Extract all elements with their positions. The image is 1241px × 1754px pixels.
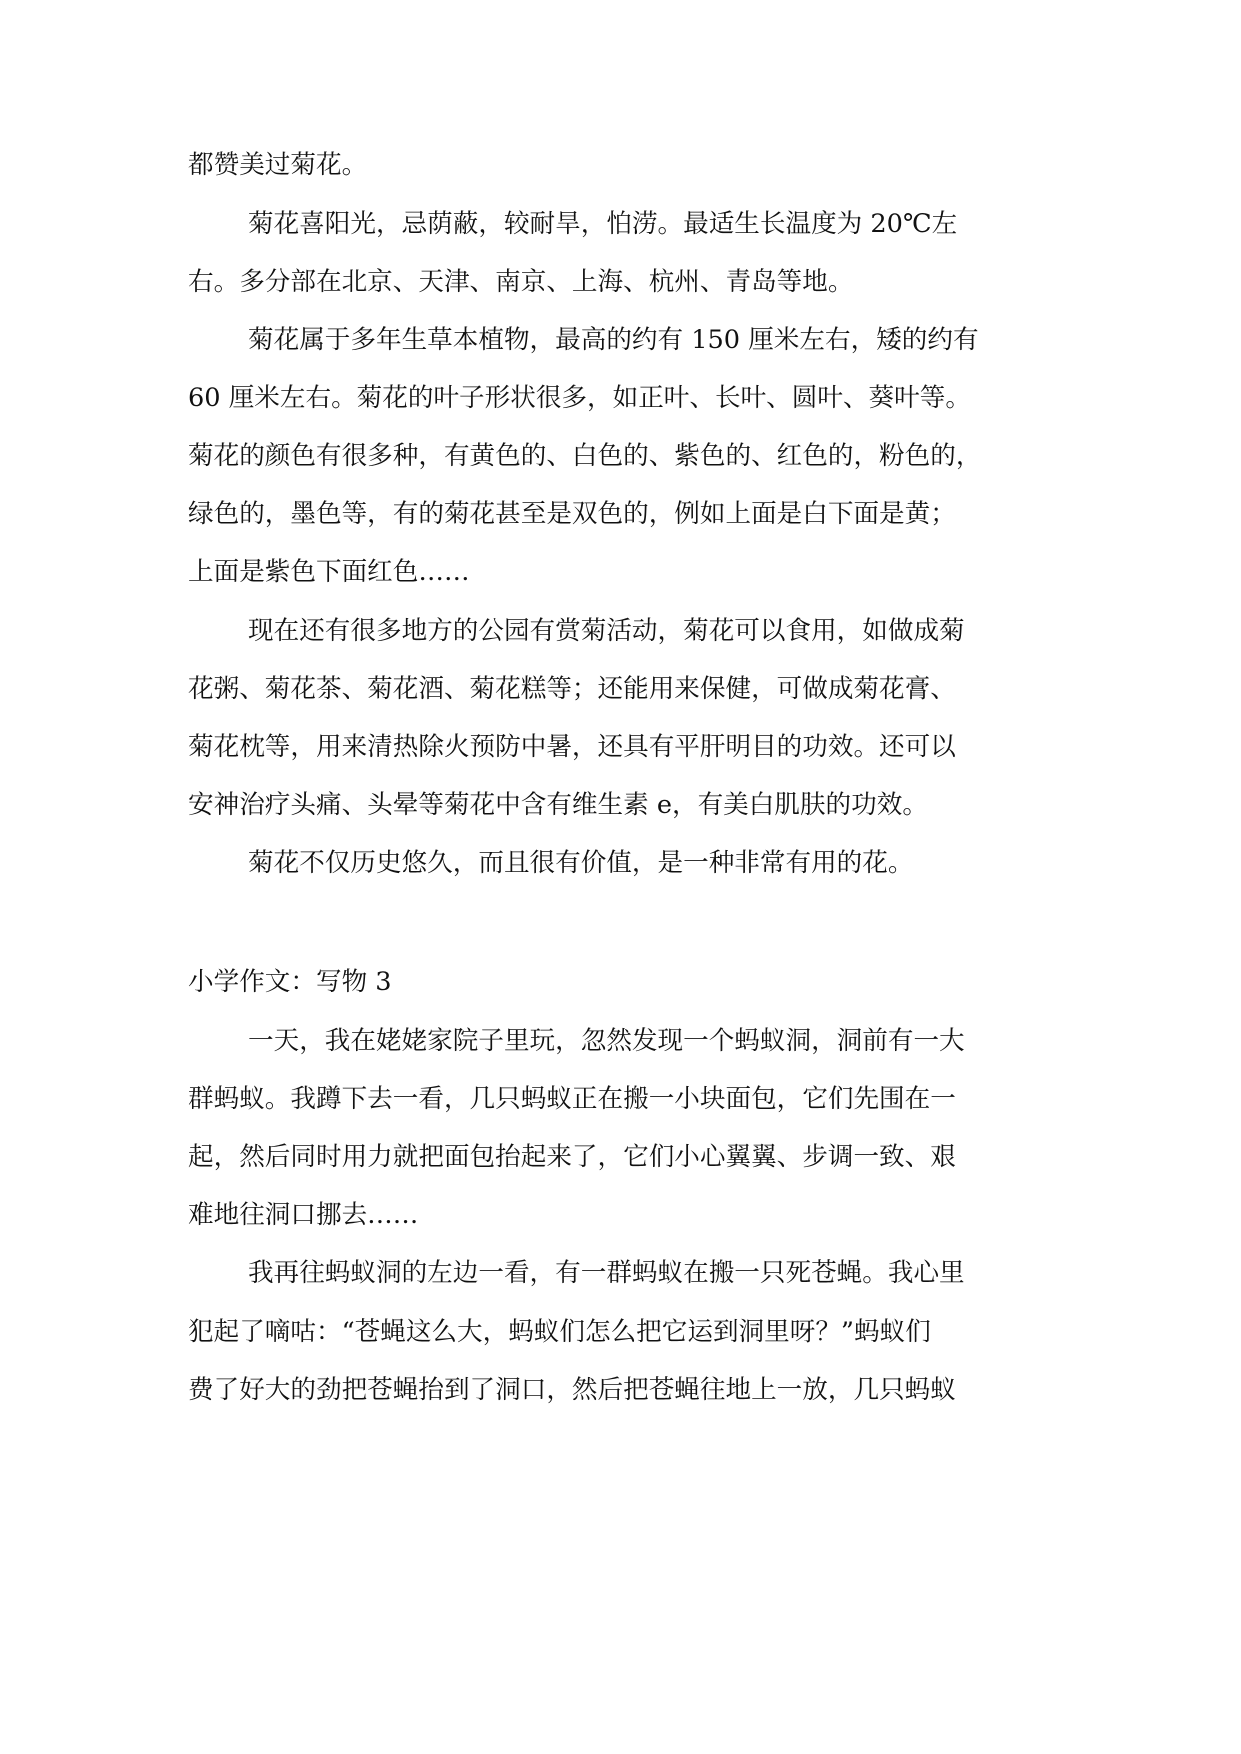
paragraph-line: 我再往蚂蚁洞的左边一看，有一群蚂蚁在搬一只死苍蝇。我心里	[248, 1258, 965, 1288]
paragraph-line: 上面是紫色下面红色……	[188, 557, 470, 587]
paragraph-line: 群蚂蚁。我蹲下去一看，几只蚂蚁正在搬一小块面包，它们先围在一	[188, 1084, 956, 1114]
paragraph-line: 菊花的颜色有很多种，有黄色的、白色的、紫色的、红色的，粉色的，	[188, 441, 982, 471]
paragraph-line: 60 厘米左右。菊花的叶子形状很多，如正叶、长叶、圆叶、葵叶等。	[188, 383, 971, 413]
paragraph-line: 菊花喜阳光，忌荫蔽，较耐旱，怕涝。最适生长温度为 20℃左	[248, 209, 958, 239]
paragraph-line: 安神治疗头痛、头晕等菊花中含有维生素 e，有美白肌肤的功效。	[188, 790, 928, 820]
paragraph-line: 难地往洞口挪去……	[188, 1200, 419, 1230]
paragraph-line: 犯起了嘀咕：“苍蝇这么大，蚂蚁们怎么把它运到洞里呀？”蚂蚁们	[188, 1317, 931, 1347]
paragraph-line: 现在还有很多地方的公园有赏菊活动，菊花可以食用，如做成菊	[248, 616, 965, 646]
paragraph-line: 菊花枕等，用来清热除火预防中暑，还具有平肝明目的功效。还可以	[188, 732, 956, 762]
paragraph-line: 菊花不仅历史悠久，而且很有价值，是一种非常有用的花。	[248, 848, 914, 878]
paragraph-line: 起，然后同时用力就把面包抬起来了，它们小心翼翼、步调一致、艰	[188, 1142, 956, 1172]
paragraph-line: 一天，我在姥姥家院子里玩，忽然发现一个蚂蚁洞，洞前有一大	[248, 1026, 965, 1056]
paragraph-line: 花粥、菊花茶、菊花酒、菊花糕等；还能用来保健，可做成菊花膏、	[188, 674, 956, 704]
paragraph-line: 菊花属于多年生草本植物，最高的约有 150 厘米左右，矮的约有	[248, 325, 979, 355]
paragraph-line: 绿色的，墨色等，有的菊花甚至是双色的，例如上面是白下面是黄；	[188, 499, 956, 529]
section-title: 小学作文：写物 3	[188, 967, 392, 997]
paragraph-line: 费了好大的劲把苍蝇抬到了洞口，然后把苍蝇往地上一放，几只蚂蚁	[188, 1375, 956, 1405]
paragraph-line: 右。多分部在北京、天津、南京、上海、杭州、青岛等地。	[188, 267, 854, 297]
paragraph-line: 都赞美过菊花。	[188, 150, 368, 180]
